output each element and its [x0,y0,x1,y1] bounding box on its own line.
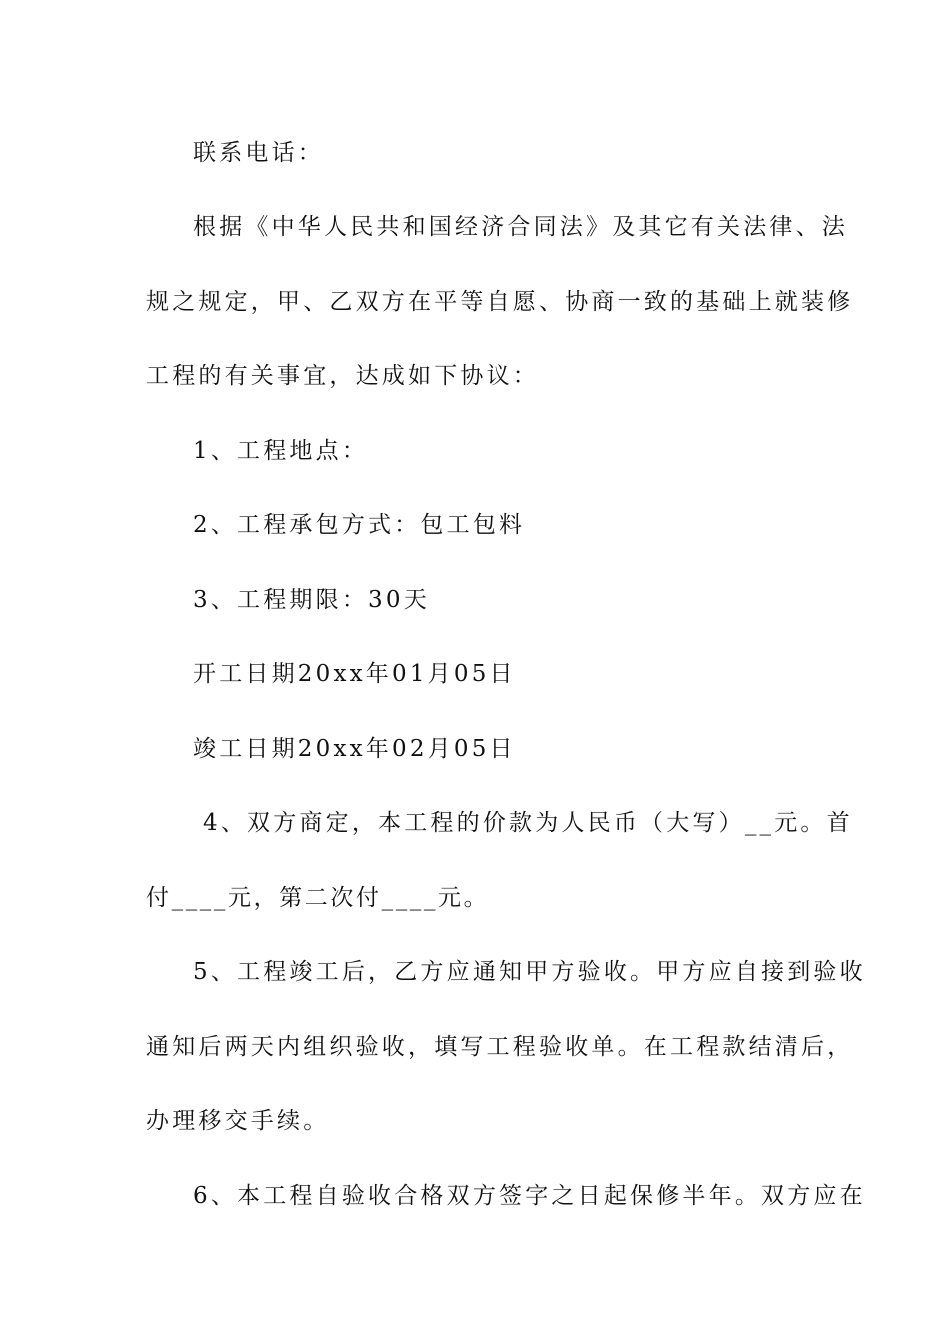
clause-5-acceptance-line-2: 通知后两天内组织验收，填写工程验收单。在工程款结清后， [146,1034,854,1060]
contact-phone-line: 联系电话： [193,140,324,166]
clause-4-price-line-1: 4、双方商定，本工程的价款为人民币（大写）__元。首 [203,810,853,836]
start-date-line: 开工日期20xx年01月05日 [193,661,516,687]
clause-1-location: 1、工程地点： [193,438,369,464]
preamble-line-3: 工程的有关事宜，达成如下协议： [146,363,539,389]
preamble-line-2: 规之规定，甲、乙双方在平等自愿、协商一致的基础上就装修 [146,289,854,315]
clause-6-warranty-line-1: 6、本工程自验收合格双方签字之日起保修半年。双方应在 [193,1183,866,1209]
completion-date-line: 竣工日期20xx年02月05日 [193,736,516,762]
preamble-line-1: 根据《中华人民共和国经济合同法》及其它有关法律、法 [193,214,848,240]
clause-5-acceptance-line-3: 办理移交手续。 [146,1108,330,1134]
clause-5-acceptance-line-1: 5、工程竣工后，乙方应通知甲方验收。甲方应自接到验收 [193,959,866,985]
clause-2-contract-method: 2、工程承包方式：包工包料 [193,512,526,538]
clause-4-price-line-2: 付____元，第二次付____元。 [146,885,490,911]
clause-3-duration: 3、工程期限：30天 [193,587,430,613]
